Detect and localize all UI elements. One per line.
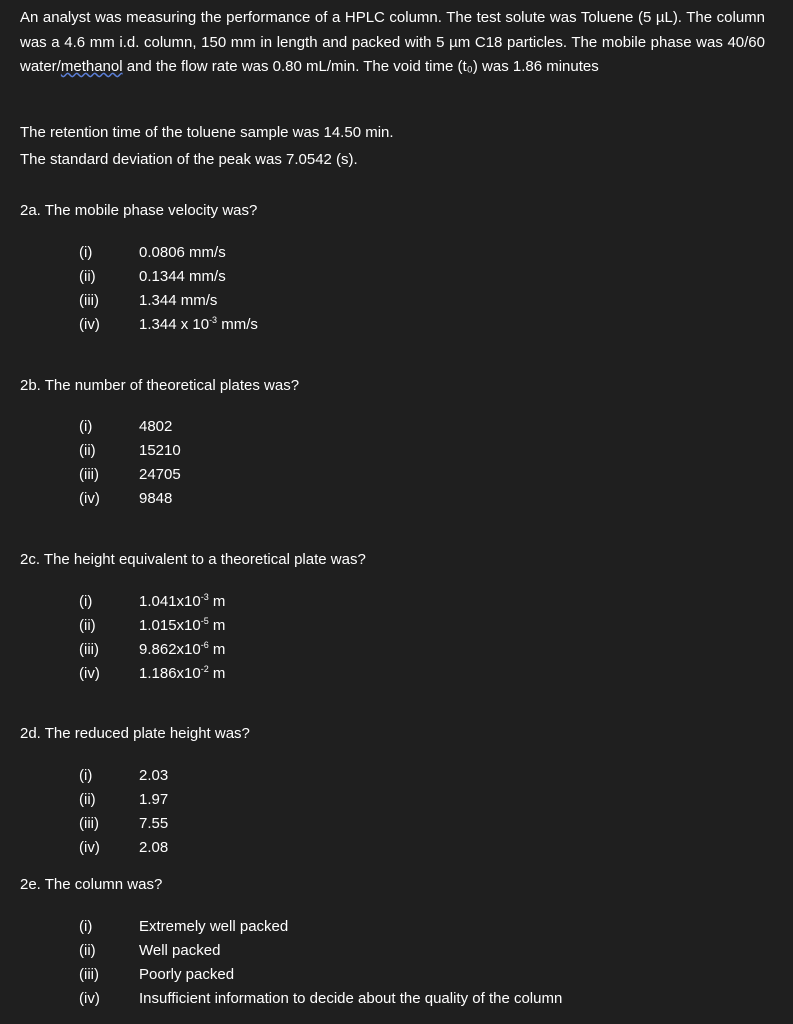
option-number: (ii): [79, 617, 96, 634]
option-text: Well packed: [139, 942, 221, 959]
option-text: Poorly packed: [139, 966, 235, 983]
retention-time-line: The retention time of the toluene sample was 14.50 min.: [20, 124, 394, 141]
intro-text-part1: An analyst was measuring the performance of a HPLC column. The test solute was Toluene (5 µL). The column was a 4.6 mm i.d. column, 150 mm in length and packed with 5 µm C18 particles. The mobile phase was 40/60 water/: [20, 9, 765, 75]
option-exponent: -6: [200, 640, 209, 650]
option-base: 1.041x10: [139, 593, 201, 610]
option-exponent: -3: [209, 315, 218, 325]
option-unit: mm/s: [217, 316, 258, 333]
option-text: 2.03: [139, 767, 169, 784]
option-number: (i): [79, 918, 93, 935]
option-number: (i): [79, 767, 93, 784]
std-dev-line: The standard deviation of the peak was 7.0542 (s).: [20, 151, 358, 168]
option-text: [139, 662, 225, 686]
option-text: [139, 313, 258, 337]
option-text: [139, 614, 225, 638]
option-number: (iii): [79, 815, 99, 832]
option-number: (iv): [79, 665, 100, 682]
option-number: (iii): [79, 641, 99, 658]
intro-text-underlined: methanol: [60, 58, 123, 75]
option-number: (iv): [79, 990, 100, 1007]
option-text: 1.97: [139, 791, 169, 808]
option-text: 0.0806 mm/s: [139, 244, 226, 261]
option-number: (ii): [79, 942, 96, 959]
option-base: 1.015x10: [139, 617, 201, 634]
option-number: (i): [79, 593, 93, 610]
option-number: (iii): [79, 292, 99, 309]
option-exponent: -5: [200, 616, 209, 626]
option-text: 2.08: [139, 839, 169, 856]
question-2d-title: 2d. The reduced plate height was?: [20, 725, 250, 742]
option-base: 1.344 x 10: [139, 316, 210, 333]
option-text: 0.1344 mm/s: [139, 268, 226, 285]
intro-paragraph: [20, 6, 765, 80]
question-2b-title: 2b. The number of theoretical plates was?: [20, 377, 300, 394]
option-text: Insufficient information to decide about the quality of the column: [139, 990, 563, 1007]
question-2a-title: 2a. The mobile phase velocity was?: [20, 202, 258, 219]
option-exponent: -3: [200, 592, 209, 602]
option-number: (iii): [79, 966, 99, 983]
option-text: 15210: [139, 442, 181, 459]
option-unit: m: [208, 593, 226, 610]
option-text: Extremely well packed: [139, 918, 289, 935]
option-unit: m: [208, 617, 226, 634]
option-text: [139, 638, 225, 662]
option-number: (iv): [79, 839, 100, 856]
option-number: (ii): [79, 442, 96, 459]
option-number: (ii): [79, 791, 96, 808]
option-text: [139, 590, 225, 614]
option-base: 9.862x10: [139, 641, 201, 658]
option-number: (i): [79, 244, 93, 261]
option-unit: m: [208, 641, 226, 658]
question-2e-title: 2e. The column was?: [20, 876, 163, 893]
option-number: (i): [79, 418, 93, 435]
intro-text-part2: and the flow rate was 0.80 mL/min. The void time (t₀) was 1.86 minutes: [122, 58, 599, 75]
option-text: 7.55: [139, 815, 169, 832]
option-number: (iv): [79, 316, 100, 333]
option-number: (iii): [79, 466, 99, 483]
option-exponent: -2: [200, 664, 209, 674]
option-text: 24705: [139, 466, 181, 483]
option-number: (ii): [79, 268, 96, 285]
option-base: 1.186x10: [139, 665, 201, 682]
option-unit: m: [208, 665, 226, 682]
option-text: 1.344 mm/s: [139, 292, 218, 309]
option-text: 4802: [139, 418, 173, 435]
option-number: (iv): [79, 490, 100, 507]
option-text: 9848: [139, 490, 173, 507]
question-2c-title: 2c. The height equivalent to a theoretical plate was?: [20, 551, 366, 568]
